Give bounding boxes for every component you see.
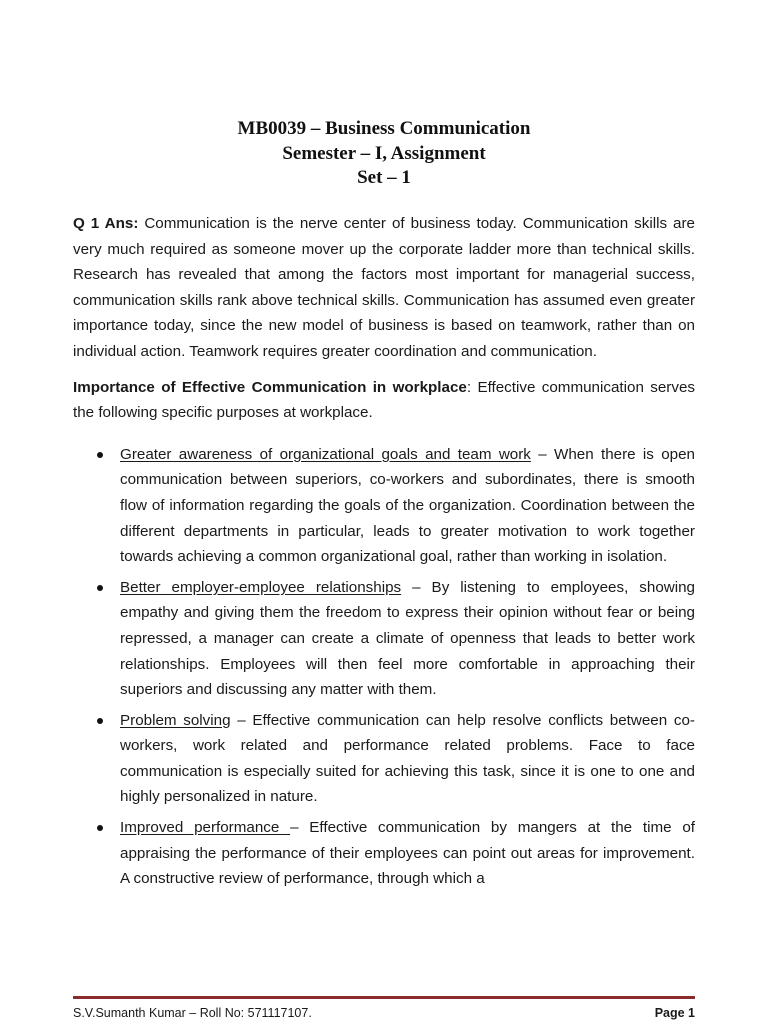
list-item-text: – Effective communication by mangers at the time of appraising the performance of their employees can point out areas for improvement. A constructive review of performance, through which a <box>120 819 695 888</box>
purposes-list <box>73 442 695 892</box>
list-item <box>73 815 695 892</box>
list-item-heading: Better employer-employee relationships <box>120 578 402 596</box>
list-item-heading: Greater awareness of organizational goals and team work <box>120 445 531 463</box>
document-title <box>0 117 768 191</box>
bullet-icon <box>97 452 103 458</box>
list-item-heading: Improved performance <box>120 819 291 837</box>
bullet-icon <box>97 718 103 724</box>
list-item-text: – When there is open communication between superiors, co-workers and subordinates, there is smooth flow of information regarding the goals of the organization. Coordination between the different departments in particular, leads to greater motivation to work together towards achieving a common organizational goal, rather than working in isolation. <box>120 445 695 566</box>
list-item-heading: Problem solving <box>120 711 231 729</box>
q1-answer-paragraph <box>73 211 695 365</box>
bullet-icon <box>97 825 103 831</box>
list-item <box>73 575 695 703</box>
importance-text: : Effective communication serves the following specific purposes at workplace. <box>73 378 696 422</box>
title-line-semester: Semester – I, Assignment <box>282 142 486 164</box>
list-item-text: – Effective communication can help resolve conflicts between co-workers, work related and performance related problems. Face to face communication is especially suited for achieving this task, since it is one to one and highly personalized in nature. <box>120 711 695 806</box>
title-line-course: MB0039 – Business Communication <box>237 118 531 139</box>
list-item-text: – By listening to employees, showing empathy and giving them the freedom to express their opinion without fear or being repressed, a manager can create a climate of openness that leads to better work relationships. Employees will then feel more comfortable in approaching their superiors and discussing any matter with them. <box>120 578 695 699</box>
bullet-icon <box>97 585 103 591</box>
list-item <box>73 442 695 570</box>
importance-heading: Importance of Effective Communication in workplace <box>73 378 467 396</box>
footer-page-number: Page 1 <box>654 1006 695 1020</box>
q1-label: Q 1 Ans: <box>73 215 139 232</box>
footer-author: S.V.Sumanth Kumar – Roll No: 571117107. <box>73 1006 312 1020</box>
document-body <box>73 211 695 897</box>
title-line-set: Set – 1 <box>357 167 411 188</box>
footer-divider <box>73 996 695 999</box>
list-item <box>73 708 695 810</box>
importance-paragraph <box>73 375 695 426</box>
q1-text: Communication is the nerve center of business today. Communication skills are very much required as someone mover up the corporate ladder more than technical skills. Research has revealed that among the factors most important for managerial success, communication skills rank above technical skills. Communication has assumed even greater importance today, since the new model of business is based on teamwork, rather than on individual action. Teamwork requires greater coordination and communication. <box>73 215 695 360</box>
page-footer <box>73 1004 695 1024</box>
